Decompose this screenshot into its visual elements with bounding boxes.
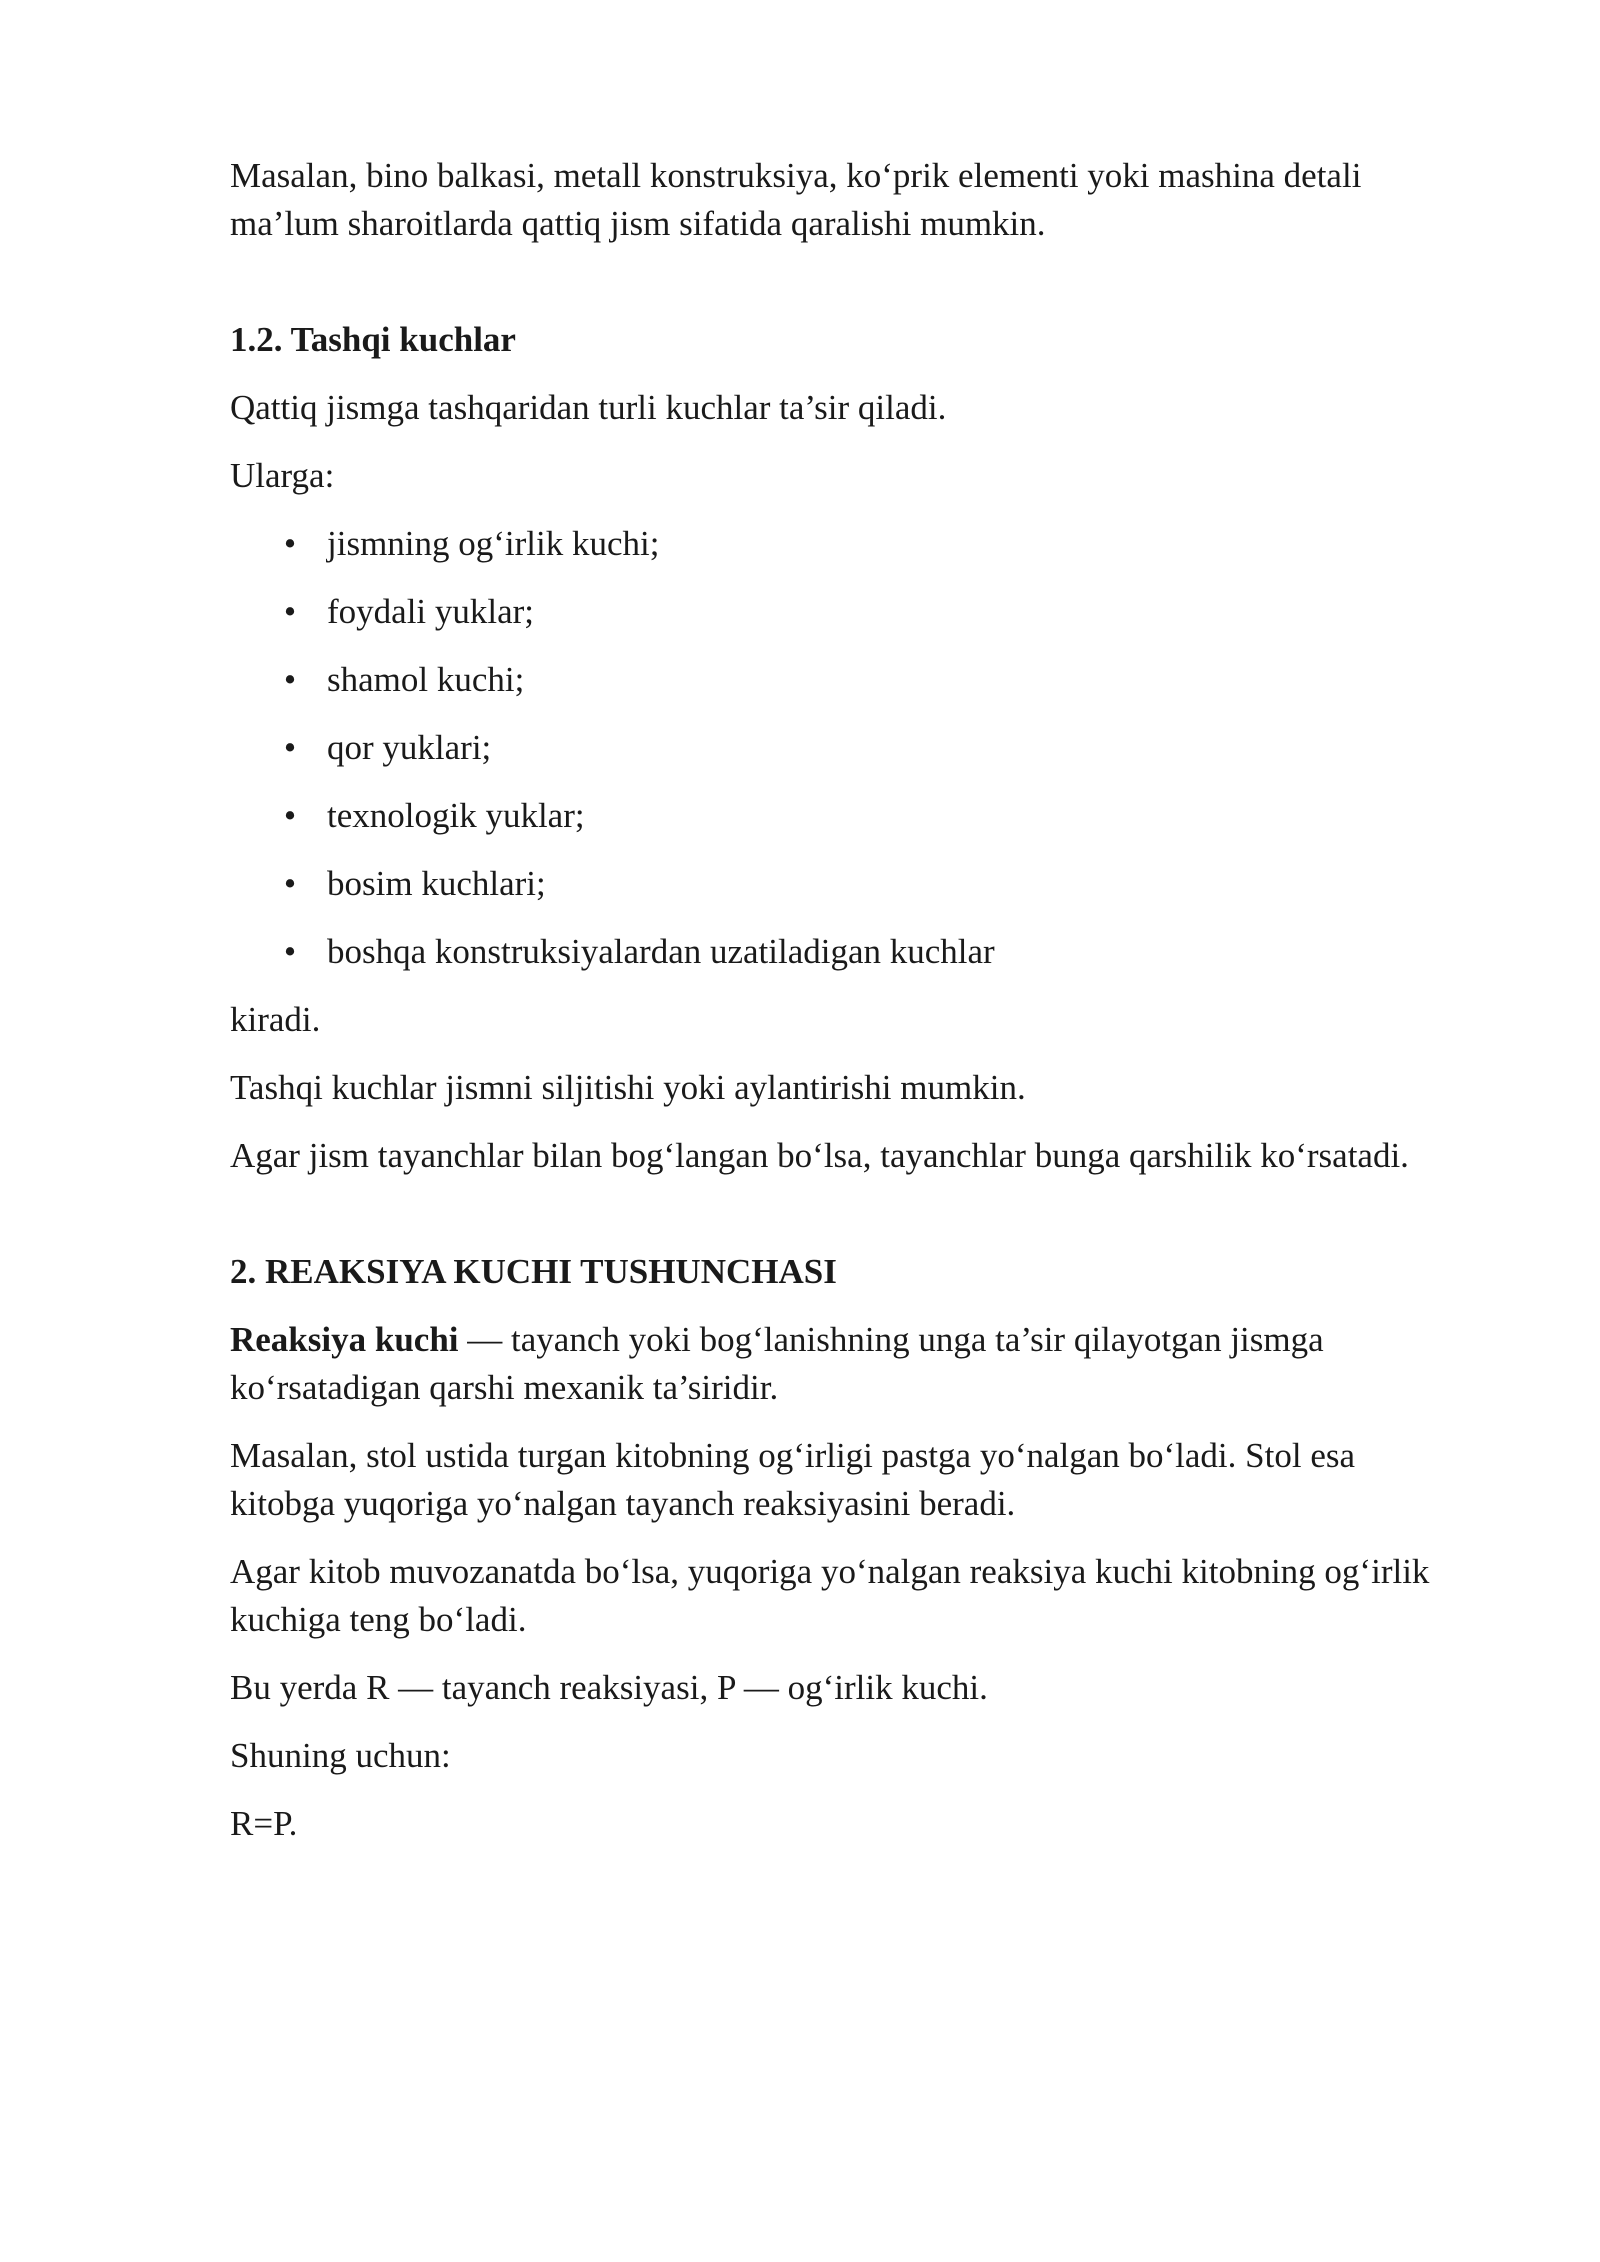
paragraph: Shuning uchun:: [230, 1736, 451, 1775]
definition-text: — tayanch yoki bog‘lanishning unga ta’sir qilayotgan jismga ko‘rsatadigan qarshi mexanik ta’siridir.: [230, 1320, 1324, 1407]
bullet-icon: •: [283, 864, 297, 903]
paragraph: kiradi.: [230, 1000, 321, 1039]
list-item-text: qor yuklari;: [327, 728, 492, 767]
bullet-icon: •: [283, 660, 297, 699]
paragraph: Agar jism tayanchlar bilan bog‘langan bo‘lsa, tayanchlar bunga qarshilik ko‘rsatadi.: [230, 1136, 1409, 1175]
bullet-icon: •: [283, 728, 297, 767]
document-body: [230, 152, 1460, 1868]
formula: R=P.: [230, 1804, 298, 1843]
bullet-icon: •: [283, 796, 297, 835]
paragraph: Tashqi kuchlar jismni siljitishi yoki aylantirishi mumkin.: [230, 1068, 1026, 1107]
paragraph: Bu yerda R — tayanch reaksiyasi, P — og‘irlik kuchi.: [230, 1668, 988, 1707]
list-item: [230, 860, 1460, 908]
paragraph: Qattiq jismga tashqaridan turli kuchlar ta’sir qiladi.: [230, 388, 947, 427]
list-item: [230, 928, 1460, 976]
external-forces-list: [230, 520, 1460, 976]
section-heading-1-2: 1.2. Tashqi kuchlar: [230, 320, 516, 359]
list-item-text: foydali yuklar;: [327, 592, 535, 631]
list-item: [230, 588, 1460, 636]
list-item: [230, 520, 1460, 568]
list-item: [230, 792, 1460, 840]
definition-term: Reaksiya kuchi: [230, 1320, 459, 1359]
list-item-text: boshqa konstruksiyalardan uzatiladigan kuchlar: [327, 932, 995, 971]
bullet-icon: •: [283, 932, 297, 971]
list-item: [230, 656, 1460, 704]
list-item-text: shamol kuchi;: [327, 660, 525, 699]
paragraph: Agar kitob muvozanatda bo‘lsa, yuqoriga yo‘nalgan reaksiya kuchi kitobning og‘irlik kuchiga teng bo‘ladi.: [230, 1552, 1430, 1639]
definition-paragraph: [230, 1316, 1460, 1412]
bullet-icon: •: [283, 524, 297, 563]
bullet-icon: •: [283, 592, 297, 631]
list-item-text: bosim kuchlari;: [327, 864, 546, 903]
intro-paragraph: Masalan, bino balkasi, metall konstruksiya, ko‘prik elementi yoki mashina detali ma’lum sharoitlarda qattiq jism sifatida qaralishi mumkin.: [230, 156, 1362, 243]
list-item-text: jismning og‘irlik kuchi;: [327, 524, 660, 563]
list-item-text: texnologik yuklar;: [327, 796, 585, 835]
list-item: [230, 724, 1460, 772]
paragraph: Masalan, stol ustida turgan kitobning og‘irligi pastga yo‘nalgan bo‘ladi. Stol esa kitobga yuqoriga yo‘nalgan tayanch reaksiyasini beradi.: [230, 1436, 1356, 1523]
paragraph: Ularga:: [230, 456, 335, 495]
section-heading-2: 2. REAKSIYA KUCHI TUSHUNCHASI: [230, 1252, 837, 1291]
